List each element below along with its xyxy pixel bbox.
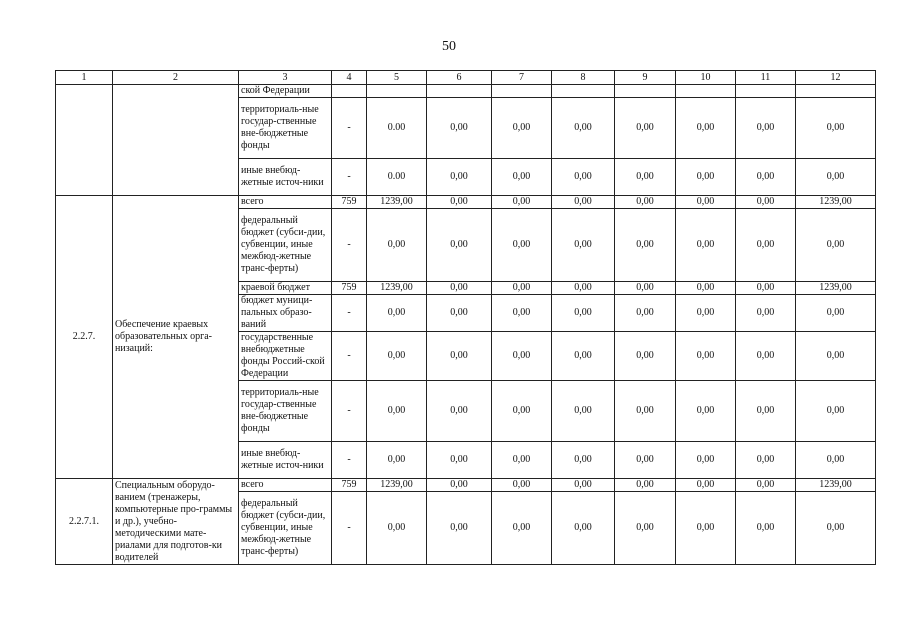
value-cell-col-6: 0,00	[427, 332, 492, 381]
funding-source: федеральный бюджет (субси-дии, субвенции, иные межбюд-жетные транс-ферты)	[239, 209, 332, 282]
table-body	[56, 85, 876, 565]
column-number-11: 11	[736, 71, 796, 85]
value-cell-col-8: 0,00	[552, 209, 615, 282]
value-cell-col-7: 0,00	[492, 479, 552, 492]
value-cell-col-5: 0,00	[367, 492, 427, 565]
budget-code-cell: -	[332, 332, 367, 381]
value-cell-col-11: 0,00	[736, 492, 796, 565]
value-cell-col-10: 0,00	[676, 492, 736, 565]
value-cell-col-7: 0,00	[492, 492, 552, 565]
value-cell-col-9: 0,00	[615, 282, 676, 295]
column-number-1: 1	[56, 71, 113, 85]
value-cell-col-8: 0,00	[552, 295, 615, 332]
item-name: Обеспечение краевых образовательных орга-низаций:	[113, 196, 239, 479]
value-cell-col-6: 0,00	[427, 282, 492, 295]
value-cell-col-11	[736, 85, 796, 98]
funding-source: территориаль-ные государ-ственные вне-бюджетные фонды	[239, 98, 332, 159]
value-cell-col-5: 0,00	[367, 209, 427, 282]
column-number-8: 8	[552, 71, 615, 85]
item-name	[113, 85, 239, 196]
value-cell-col-6: 0,00	[427, 295, 492, 332]
value-cell-col-12: 1239,00	[796, 479, 876, 492]
funding-source: краевой бюджет	[239, 282, 332, 295]
value-cell-col-8: 0,00	[552, 381, 615, 442]
page-number: 50	[442, 39, 456, 54]
value-cell-col-5: 1239,00	[367, 479, 427, 492]
column-number-row	[56, 71, 876, 85]
value-cell-col-9: 0,00	[615, 196, 676, 209]
value-cell-col-7: 0,00	[492, 196, 552, 209]
column-number-2: 2	[113, 71, 239, 85]
value-cell-col-10: 0,00	[676, 479, 736, 492]
value-cell-col-7: 0,00	[492, 159, 552, 196]
budget-code-cell: 759	[332, 479, 367, 492]
value-cell-col-9: 0,00	[615, 98, 676, 159]
value-cell-col-5: 0,00	[367, 332, 427, 381]
item-name: Специальным оборудо-ванием (тренажеры, компьютерные про-граммы и др.), учебно-методическими мате-риалами для подготов-ки водителей	[113, 479, 239, 565]
value-cell-col-11: 0,00	[736, 159, 796, 196]
value-cell-col-11: 0,00	[736, 209, 796, 282]
value-cell-col-6: 0,00	[427, 98, 492, 159]
budget-code-cell: -	[332, 492, 367, 565]
value-cell-col-12: 0,00	[796, 98, 876, 159]
value-cell-col-8: 0,00	[552, 442, 615, 479]
value-cell-col-7: 0,00	[492, 98, 552, 159]
value-cell-col-5: 1239,00	[367, 282, 427, 295]
value-cell-col-6: 0,00	[427, 196, 492, 209]
value-cell-col-5: 0,00	[367, 442, 427, 479]
value-cell-col-6: 0,00	[427, 492, 492, 565]
funding-source: всего	[239, 479, 332, 492]
value-cell-col-10	[676, 85, 736, 98]
funding-source: иные внебюд-жетные источ-ники	[239, 159, 332, 196]
budget-code-cell: -	[332, 295, 367, 332]
value-cell-col-7: 0,00	[492, 332, 552, 381]
value-cell-col-5	[367, 85, 427, 98]
item-code: 2.2.7.	[56, 196, 113, 479]
value-cell-col-10: 0,00	[676, 159, 736, 196]
value-cell-col-12: 0,00	[796, 492, 876, 565]
value-cell-col-9: 0,00	[615, 479, 676, 492]
value-cell-col-5: 0.00	[367, 98, 427, 159]
budget-code-cell: 759	[332, 282, 367, 295]
value-cell-col-10: 0,00	[676, 295, 736, 332]
value-cell-col-12: 0,00	[796, 209, 876, 282]
table-row	[56, 85, 876, 98]
value-cell-col-6: 0,00	[427, 159, 492, 196]
value-cell-col-5: 0,00	[367, 381, 427, 442]
value-cell-col-8: 0,00	[552, 332, 615, 381]
value-cell-col-7: 0,00	[492, 381, 552, 442]
value-cell-col-6: 0,00	[427, 479, 492, 492]
value-cell-col-12: 0,00	[796, 442, 876, 479]
column-number-10: 10	[676, 71, 736, 85]
value-cell-col-8: 0,00	[552, 159, 615, 196]
funding-source: федеральный бюджет (субси-дии, субвенции, иные межбюд-жетные транс-ферты)	[239, 492, 332, 565]
value-cell-col-5: 1239,00	[367, 196, 427, 209]
column-number-3: 3	[239, 71, 332, 85]
value-cell-col-12: 0,00	[796, 381, 876, 442]
value-cell-col-5: 0.00	[367, 159, 427, 196]
value-cell-col-11: 0,00	[736, 381, 796, 442]
budget-code-cell: -	[332, 381, 367, 442]
value-cell-col-5: 0,00	[367, 295, 427, 332]
budget-code-cell: -	[332, 98, 367, 159]
value-cell-col-8	[552, 85, 615, 98]
value-cell-col-11: 0,00	[736, 442, 796, 479]
value-cell-col-12: 0,00	[796, 332, 876, 381]
item-code	[56, 85, 113, 196]
item-code: 2.2.7.1.	[56, 479, 113, 565]
value-cell-col-8: 0,00	[552, 196, 615, 209]
funding-source: территориаль-ные государ-ственные вне-бюджетные фонды	[239, 381, 332, 442]
value-cell-col-7: 0,00	[492, 295, 552, 332]
funding-source: иные внебюд-жетные источ-ники	[239, 442, 332, 479]
value-cell-col-10: 0,00	[676, 196, 736, 209]
column-number-4: 4	[332, 71, 367, 85]
value-cell-col-9: 0,00	[615, 381, 676, 442]
funding-source: бюджет муници-пальных образо-ваний	[239, 295, 332, 332]
table-row	[56, 479, 876, 492]
funding-source: ской Федерации	[239, 85, 332, 98]
value-cell-col-12: 1239,00	[796, 196, 876, 209]
budget-code-cell: -	[332, 442, 367, 479]
value-cell-col-9: 0,00	[615, 442, 676, 479]
value-cell-col-10: 0,00	[676, 209, 736, 282]
value-cell-col-11: 0,00	[736, 295, 796, 332]
value-cell-col-7: 0,00	[492, 282, 552, 295]
value-cell-col-11: 0,00	[736, 479, 796, 492]
value-cell-col-11: 0,00	[736, 282, 796, 295]
value-cell-col-7: 0,00	[492, 209, 552, 282]
funding-source: всего	[239, 196, 332, 209]
value-cell-col-9: 0,00	[615, 209, 676, 282]
value-cell-col-9: 0,00	[615, 492, 676, 565]
column-number-6: 6	[427, 71, 492, 85]
value-cell-col-6	[427, 85, 492, 98]
value-cell-col-8: 0,00	[552, 492, 615, 565]
value-cell-col-11: 0,00	[736, 332, 796, 381]
value-cell-col-6: 0,00	[427, 209, 492, 282]
column-number-12: 12	[796, 71, 876, 85]
value-cell-col-10: 0,00	[676, 282, 736, 295]
value-cell-col-8: 0,00	[552, 98, 615, 159]
value-cell-col-9: 0,00	[615, 159, 676, 196]
value-cell-col-9	[615, 85, 676, 98]
value-cell-col-6: 0,00	[427, 381, 492, 442]
value-cell-col-8: 0,00	[552, 479, 615, 492]
value-cell-col-11: 0,00	[736, 196, 796, 209]
budget-code-cell: 759	[332, 196, 367, 209]
value-cell-col-9: 0,00	[615, 295, 676, 332]
budget-table	[55, 70, 876, 565]
column-number-9: 9	[615, 71, 676, 85]
value-cell-col-8: 0,00	[552, 282, 615, 295]
value-cell-col-10: 0,00	[676, 381, 736, 442]
budget-code-cell: -	[332, 209, 367, 282]
value-cell-col-7	[492, 85, 552, 98]
column-number-5: 5	[367, 71, 427, 85]
value-cell-col-10: 0,00	[676, 98, 736, 159]
value-cell-col-9: 0,00	[615, 332, 676, 381]
value-cell-col-12: 0,00	[796, 295, 876, 332]
value-cell-col-12: 0,00	[796, 159, 876, 196]
value-cell-col-12: 1239,00	[796, 282, 876, 295]
value-cell-col-6: 0,00	[427, 442, 492, 479]
value-cell-col-10: 0,00	[676, 332, 736, 381]
table-row	[56, 196, 876, 209]
value-cell-col-12	[796, 85, 876, 98]
column-number-7: 7	[492, 71, 552, 85]
budget-code-cell	[332, 85, 367, 98]
value-cell-col-11: 0,00	[736, 98, 796, 159]
funding-source: государственные внебюджетные фонды Россий-ской Федерации	[239, 332, 332, 381]
value-cell-col-10: 0,00	[676, 442, 736, 479]
budget-code-cell: -	[332, 159, 367, 196]
value-cell-col-7: 0,00	[492, 442, 552, 479]
